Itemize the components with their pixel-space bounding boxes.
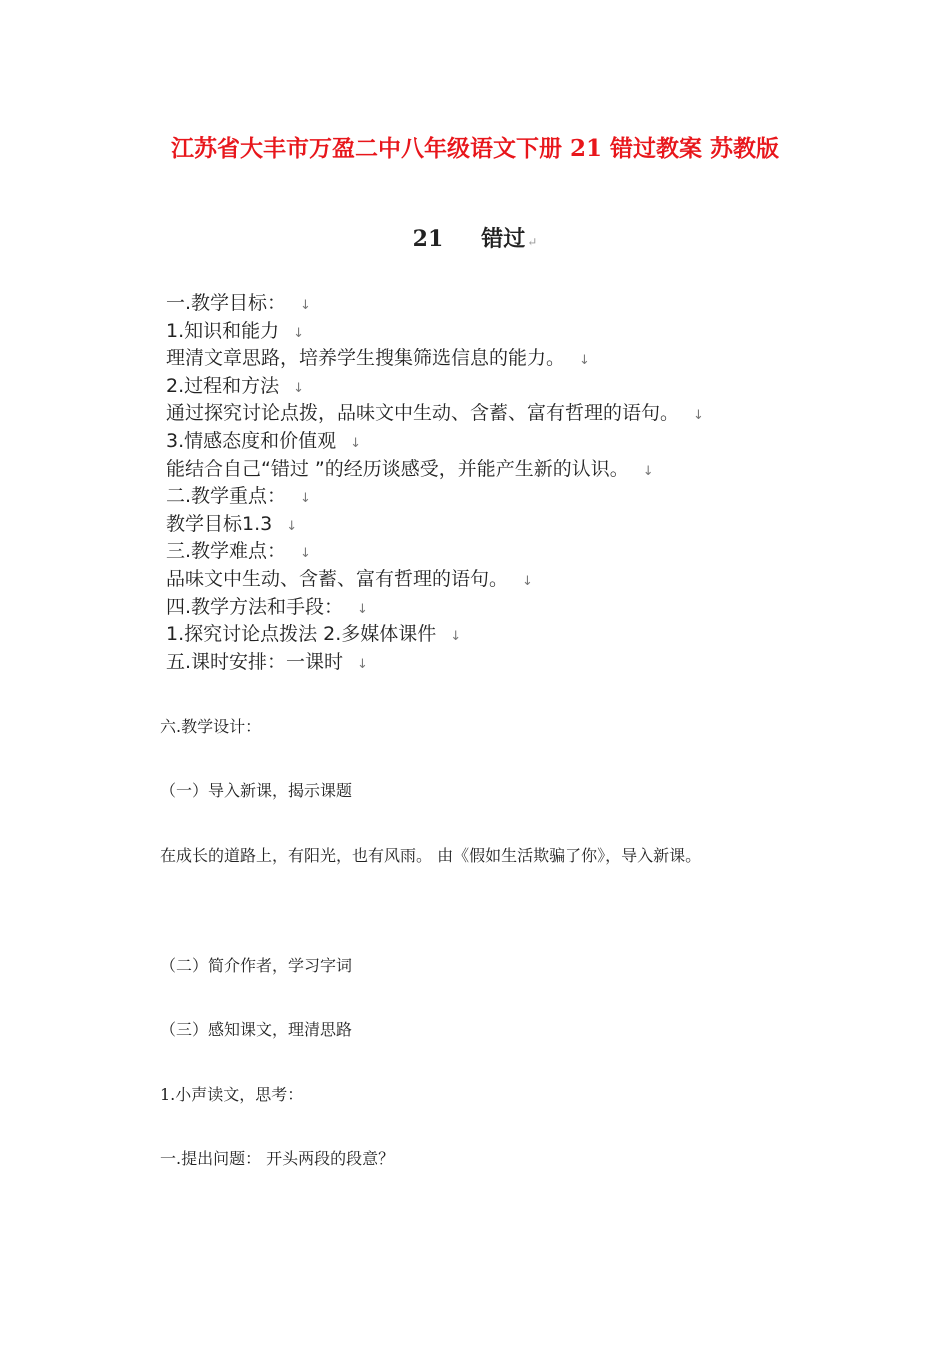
outline-text: 1.探究讨论点拨法 2.多媒体课件: [166, 623, 437, 646]
part3-heading: （三）感知课文，理清思路: [160, 1020, 353, 1039]
outline-text: 能结合自己“错过 ”的经历谈感受，并能产生新的认识。: [166, 457, 629, 480]
down-arrow-icon: ↓: [357, 601, 368, 617]
outline-text: 二.教学重点：: [166, 485, 287, 508]
outline-line: [166, 400, 846, 428]
outline-text: 1.知识和能力: [166, 319, 280, 342]
step1-text: 1.小声读文，思考：: [160, 1085, 304, 1104]
down-arrow-icon: ↓: [300, 491, 311, 507]
outline-line: [166, 290, 846, 318]
down-arrow-icon: ↓: [693, 408, 704, 424]
down-arrow-icon: ↓: [357, 656, 368, 672]
part2-heading: （二）简介作者，学习字词: [160, 956, 353, 975]
outline-text: 一.教学目标：: [166, 292, 287, 314]
outline-line: [166, 318, 846, 346]
lesson-name: 错过: [481, 226, 526, 252]
lesson-heading: [0, 222, 950, 253]
down-arrow-icon: ↓: [450, 629, 462, 645]
outline-line: [166, 345, 846, 373]
return-mark-icon: ↵: [527, 235, 538, 249]
outline-line: [166, 538, 846, 566]
outline-line: [166, 649, 846, 677]
outline-text: 理清文章思路，培养学生搜集筛选信息的能力。: [166, 347, 566, 370]
down-arrow-icon: ↓: [293, 325, 305, 341]
lesson-number: 21: [412, 226, 444, 252]
outline-text: 3.情感态度和价值观: [166, 429, 337, 452]
question1-text: 一.提出问题： 开头两段的段意？: [160, 1149, 395, 1168]
outline-text: 2.过程和方法: [166, 374, 280, 397]
part1-heading: （一）导入新课，揭示课题: [160, 781, 353, 800]
down-arrow-icon: ↓: [579, 353, 590, 369]
down-arrow-icon: ↓: [300, 298, 311, 313]
outline-line: [166, 621, 846, 649]
outline-line: [166, 456, 846, 484]
outline-text: 通过探究讨论点拨，品味文中生动、含蓄、富有哲理的语句。: [166, 402, 680, 425]
design-heading: 六.教学设计：: [160, 717, 262, 736]
outline-text: 三.教学难点：: [166, 540, 287, 563]
outline-text: 品味文中生动、含蓄、富有哲理的语句。: [166, 567, 509, 590]
outline-line: [166, 428, 846, 456]
outline-line: [166, 594, 846, 622]
down-arrow-icon: ↓: [522, 573, 533, 589]
part1-text: 在成长的道路上，有阳光，也有风雨。 由《假如生活欺骗了你》，导入新课。: [160, 846, 702, 865]
outline-text: 教学目标1.3: [166, 512, 273, 535]
outline-text: 五.课时安排：一课时: [166, 650, 344, 673]
teaching-outline: [166, 290, 846, 676]
outline-text: 四.教学方法和手段：: [166, 595, 344, 618]
down-arrow-icon: ↓: [286, 518, 298, 534]
outline-line: [166, 483, 846, 511]
document-title: 江苏省大丰市万盈二中八年级语文下册 21 错过教案 苏教版: [170, 135, 780, 162]
down-arrow-icon: ↓: [642, 463, 654, 479]
down-arrow-icon: ↓: [300, 546, 311, 562]
outline-line: [166, 511, 846, 539]
outline-line: [166, 566, 846, 594]
down-arrow-icon: ↓: [293, 380, 305, 396]
outline-line: [166, 373, 846, 401]
down-arrow-icon: ↓: [350, 435, 362, 451]
